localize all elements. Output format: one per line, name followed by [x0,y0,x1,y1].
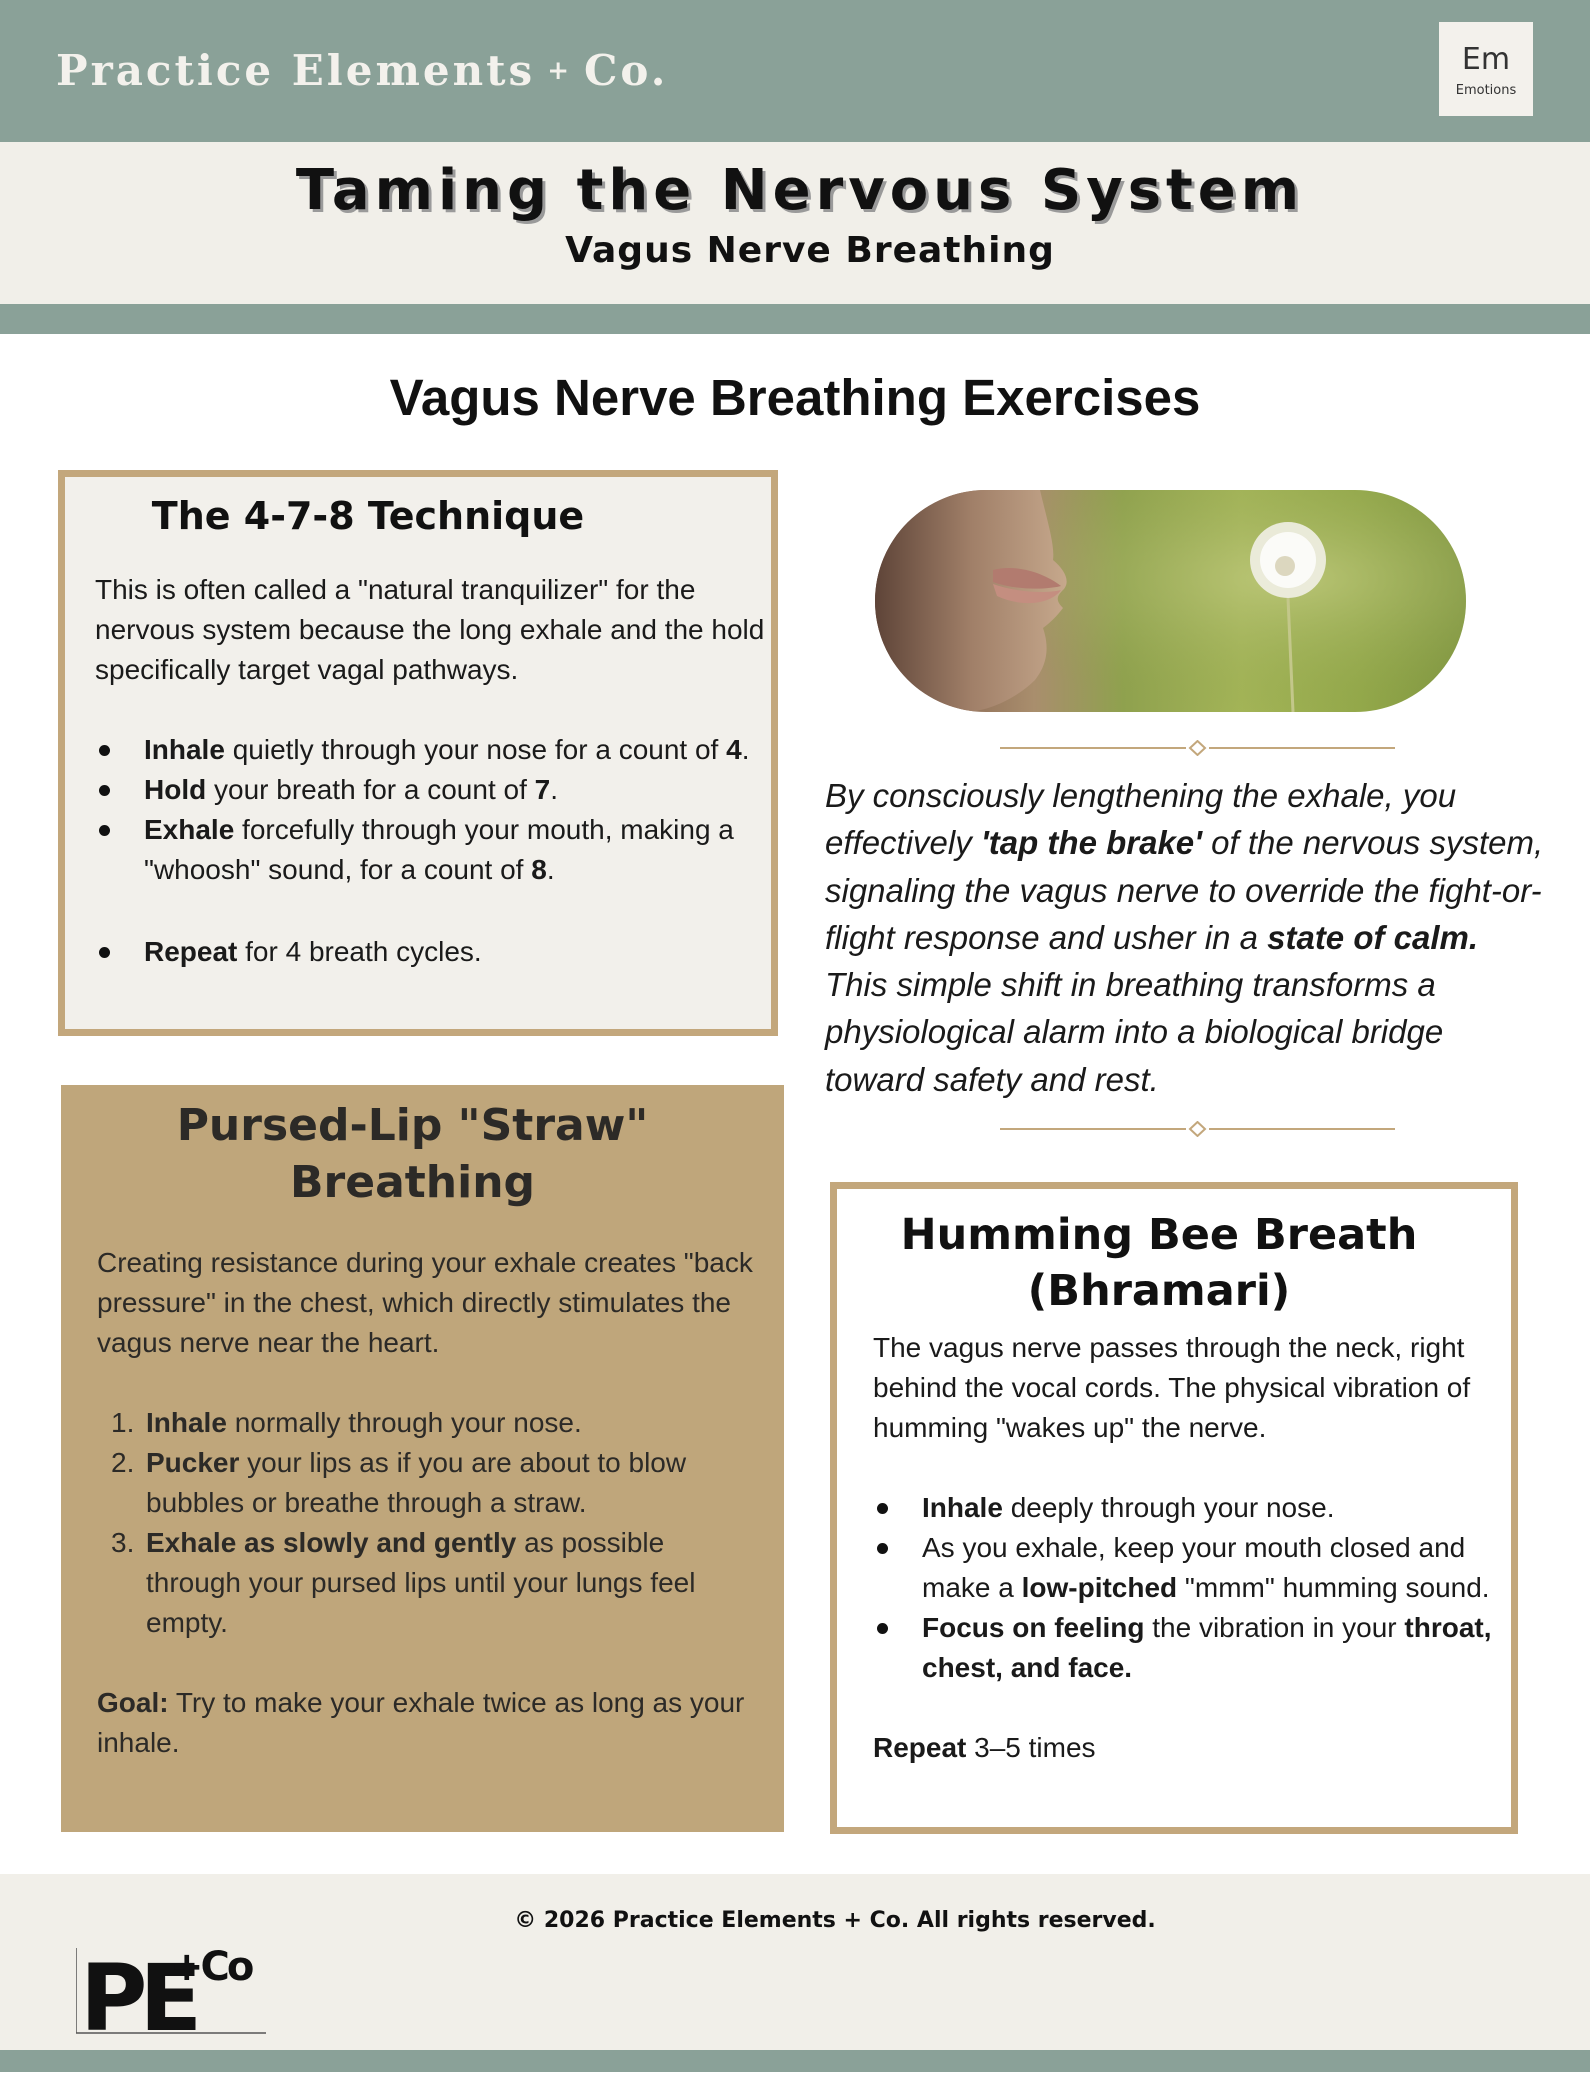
header-divider-strip [0,304,1590,334]
page-title: Taming the Nervous System [295,158,1305,223]
section-heading: Vagus Nerve Breathing Exercises [389,369,1201,426]
pursed-lip-goal: Goal: Try to make your exhale twice as long as your inhale. [97,1687,745,1758]
humming-bee-repeat: Repeat 3–5 times [873,1732,1096,1763]
emotions-badge [1439,22,1533,116]
quote-text: By consciously lengthening the exhale, you effectively 'tap the brake' of the nervous system, signaling the vagus nerve to override the fight-or-flight response and usher in a state of calm. This simple shift in breathing transforms a physiological alarm into a biological bridge toward safety and rest. [825,777,1544,1098]
logo-main: PE [80,1945,195,2038]
technique-478-intro: This is often called a "natural tranquilizer" for the nervous system because the long exhale and the hold specifically target vagal pathways. [95,574,765,685]
list-item: 1. Inhale normally through your nose. [111,1407,582,1438]
list-item: 2. Pucker your lips as if you are about to blow bubbles or breathe through a straw. [111,1447,687,1518]
pursed-lip-card [61,1085,784,1832]
list-item: Repeat for 4 breath cycles. [95,932,765,972]
list-item: As you exhale, keep your mouth closed and make a low-pitched "mmm" humming sound. [873,1528,1493,1608]
list-item: Focus on feeling the vibration in your throat, chest, and face. [873,1608,1493,1688]
diamond-divider-icon [1000,740,1395,756]
badge-label: Emotions [1455,83,1517,98]
page-subtitle: Vagus Nerve Breathing [565,230,1055,271]
company-logo [76,1928,276,2038]
list-item: Exhale forcefully through your mouth, making a "whoosh" sound, for a count of 8. [95,810,765,890]
pursed-lip-steps [97,1403,757,1643]
list-item: Inhale quietly through your nose for a count of 4. [95,730,765,770]
copyright-text: © 2026 Practice Elements + Co. All rights reserved. [514,1908,1156,1933]
brand-name: Practice Elements + Co. [56,46,669,95]
pursed-lip-title: Pursed-Lip "Straw" Breathing [176,1100,649,1208]
diamond-divider-icon [1000,1121,1395,1137]
pursed-lip-intro: Creating resistance during your exhale creates "back pressure" in the chest, which directly stimulates the vagus nerve near the heart. [97,1247,753,1358]
badge-symbol: Em [1461,42,1511,77]
logo-super: +Co [170,1944,252,1990]
list-item: Inhale deeply through your nose. [873,1488,1493,1528]
humming-bee-card [830,1182,1518,1834]
footer-strip [0,2050,1590,2072]
humming-bee-body [873,1328,1493,1768]
technique-478-title: The 4-7-8 Technique [151,494,585,538]
technique-478-steps [95,730,765,972]
list-item: 3. Exhale as slowly and gently as possible through your pursed lips until your lungs feel empty. [111,1527,696,1638]
humming-bee-steps [873,1488,1493,1688]
list-item: Hold your breath for a count of 7. [95,770,765,810]
woman-blowing-dandelion-image [875,490,1466,712]
pursed-lip-body [97,1243,757,1763]
technique-478-body [95,570,765,972]
humming-bee-intro: The vagus nerve passes through the neck, right behind the vocal cords. The physical vibration of humming "wakes up" the nerve. [873,1332,1471,1443]
technique-478-card [58,470,778,1036]
brand-plus: + [547,56,572,86]
humming-bee-title: Humming Bee Breath (Bhramari) [900,1210,1418,1316]
